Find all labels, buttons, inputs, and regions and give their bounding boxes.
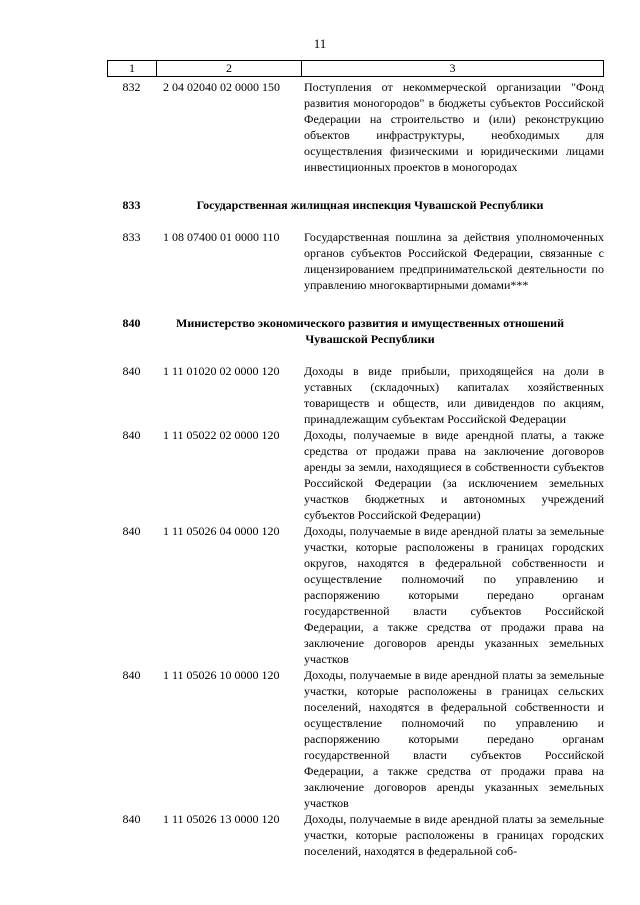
section-heading: [107, 315, 604, 347]
revenue-description: Государственная пошлина за действия уполномоченных органов субъектов Российской Федерации, связанные с лицензированием предпринимательской деятельности по управлению многоквартирными домами***: [304, 230, 604, 292]
admin-code: 840: [122, 668, 141, 682]
header-col-2: 2: [157, 61, 302, 76]
section-title: Государственная жилищная инспекция Чувашской Республики: [196, 198, 544, 212]
revenue-description: Доходы, получаемые в виде арендной платы за земельные участки, которые расположены в границах городских поселений, находятся в федеральной соб-: [304, 812, 604, 858]
revenue-table: [107, 60, 604, 859]
table-row: [107, 811, 604, 859]
section-title: Министерство экономического развития и имущественных отношений Чувашской Республики: [176, 316, 564, 346]
revenue-code: 1 11 05026 13 0000 120: [163, 812, 280, 826]
header-col-1: 1: [108, 61, 157, 76]
revenue-description: Доходы в виде прибыли, приходящейся на доли в уставных (складочных) капиталах хозяйственных товариществ и обществ, или дивидендов по акциям, принадлежащим субъектам Российской Федерации: [304, 364, 604, 426]
admin-code: 840: [122, 524, 141, 538]
section-admin-code: 840: [122, 316, 141, 330]
table-row: [107, 79, 604, 175]
admin-code: 840: [122, 428, 141, 442]
revenue-code: 2 04 02040 02 0000 150: [163, 80, 280, 94]
section-admin-code: 833: [122, 198, 141, 212]
header-col-3: 3: [449, 61, 456, 75]
revenue-description: Доходы, получаемые в виде арендной платы, а также средства от продажи права на заключение договоров аренды за земли, находящиеся в собственности субъектов Российской Федерации (за исключением земельных участков бюджетных и автономных учреждений субъектов Российской Федерации): [304, 428, 604, 522]
table-row: [107, 229, 604, 293]
admin-code: 840: [122, 812, 141, 826]
admin-code: 832: [122, 80, 141, 94]
table-row: [107, 427, 604, 523]
revenue-description: Доходы, получаемые в виде арендной платы за земельные участки, которые расположены в границах городских округов, находятся в федеральной собственности и осуществление полномочий по управлению и распоряжению которыми передано органам государственной власти субъектов Российской Федерации, а также средства от продажи права на заключение договоров аренды указанных земельных участков: [304, 524, 604, 666]
revenue-code: 1 11 01020 02 0000 120: [163, 364, 280, 378]
table-row: [107, 523, 604, 667]
page-number: 11: [313, 36, 327, 51]
section-heading: [107, 197, 604, 213]
table-header: [107, 60, 604, 77]
revenue-code: 1 11 05026 10 0000 120: [163, 668, 280, 682]
revenue-description: Поступления от некоммерческой организации "Фонд развития моногородов" в бюджеты субъектов Российской Федерации на строительство и (или) реконструкцию объектов инфраструктуры, необходимых для осуществления физическими и юридическими лицами инвестиционных проектов в моногородах: [304, 80, 604, 174]
admin-code: 840: [122, 364, 141, 378]
revenue-code: 1 11 05022 02 0000 120: [163, 428, 280, 442]
revenue-description: Доходы, получаемые в виде арендной платы за земельные участки, которые расположены в границах сельских поселений, находятся в федеральной собственности и осуществление полномочий по управлению и распоряжению которыми передано органам государственной власти субъектов Российской Федерации, а также средства от продажи права на заключение договоров аренды указанных земельных участков: [304, 668, 604, 810]
table-row: [107, 667, 604, 811]
revenue-code: 1 08 07400 01 0000 110: [163, 230, 280, 244]
admin-code: 833: [122, 230, 141, 244]
revenue-code: 1 11 05026 04 0000 120: [163, 524, 280, 538]
table-row: [107, 363, 604, 427]
